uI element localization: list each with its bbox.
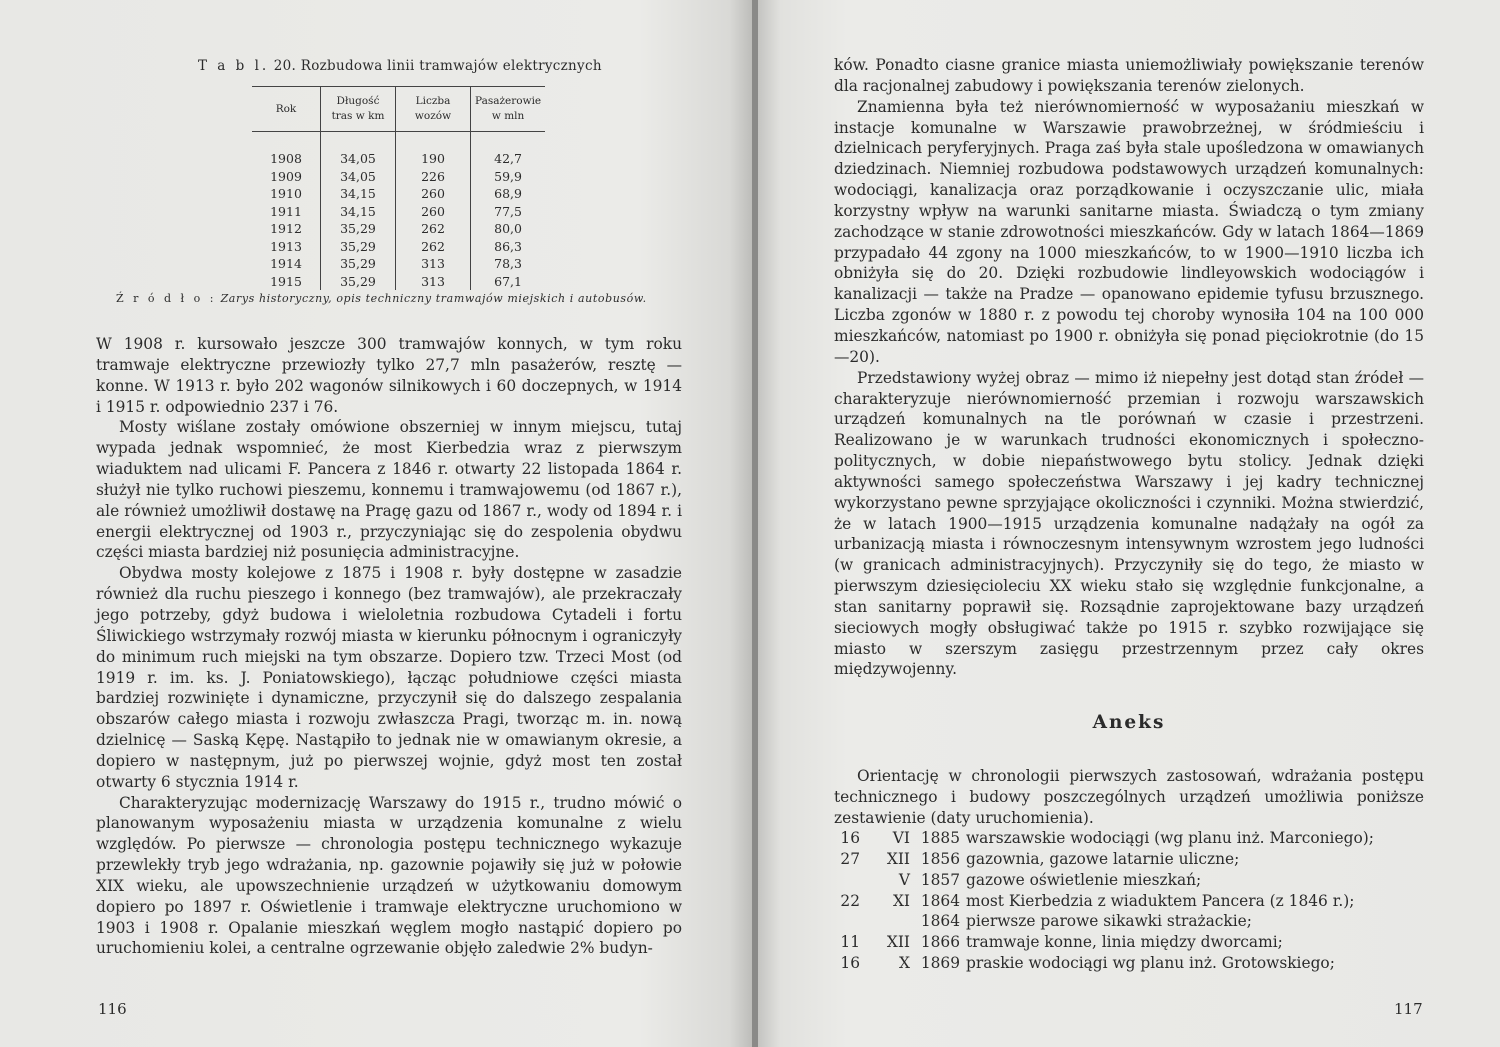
chronology-year: 1864	[920, 891, 960, 910]
chronology-month: X	[899, 954, 910, 973]
paragraph: Obydwa mosty kolejowe z 1875 i 1908 r. były dostępne w zasadzie również dla ruchu pieszego i konnego (bez tramwajów), ale przekraczały jego potrzeby, gdyż budowa i wieloletnia rozbudowa Cytadeli i fortu Śliwickiego wstrzymały rozwój miasta w kierunku północnym i ograniczyły do minimum ruch miejski na tym obszarze. Dopiero tzw. Trzeci Most (od 1919 r. im. ks. J. Poniatowskiego), łącząc południowe części miasta bardziej rozwinięte i dynamiczne, przyczynił się do dalszego zespalania obszarów całego miasta i rozwoju zwłaszcza Pragi, tworząc m. in. nową dzielnicę — Saską Kępę. Nastąpiło to jednak nie w omawianym okresie, a dopiero w następnym, już po pierwszej wojnie, gdyż most ten został otwarty 6 stycznia 1914 r.	[96, 564, 682, 791]
table-row	[252, 185, 545, 203]
chronology-day: 22	[840, 891, 860, 910]
table-row	[252, 132, 545, 168]
aneks-intro-block	[834, 766, 1424, 829]
table-cell: 59,9	[471, 168, 546, 186]
header-rok: Rok	[252, 87, 321, 132]
table-header-row	[252, 87, 545, 132]
chronology-text: most Kierbedzia z wiaduktem Pancera (z 1846 r.);	[966, 891, 1355, 910]
chronology-day: 11	[840, 933, 860, 952]
paragraph: Przedstawiony wyżej obraz — mimo iż niepełny jest dotąd stan źródeł — charakteryzuje nierównomierność przemian i rozwoju warszawskich urządzeń komunalnych na tle porównań w czasie i przestrzeni. Realizowano je w warunkach trudności ekonomicznych i społeczno-politycznych, w dobie niepaństwowego bytu stolicy. Jednak dzięki aktywności samego społeczeństwa Warszawy i jej kadry technicznej wykorzystano pewne sprzyjające okoliczności i czynniki. Można stwierdzić, że w latach 1900—1915 urządzenia komunalne nadążały na ogół za urbanizacją miasta i równoczesnym intensywnym wzrostem jego ludności (w granicach administracyjnych). Przyczyniły się do tego, że miasto w pierwszym dziesięcioleciu XX wieku stało się względnie funkcjonalne, a stan sanitarny poprawił się. Rozsądnie zaprojektowane bazy urządzeń sieciowych mogły obsługiwać także po 1915 r. szybko rozwijające się miasto w szerszym zasięgu przestrzennym przez cały okres międzywojenny.	[834, 368, 1424, 679]
chronology-year: 1856	[920, 849, 960, 868]
table-cell: 78,3	[471, 255, 546, 273]
chronology-text: gazownia, gazowe latarnie uliczne;	[966, 849, 1240, 868]
chronology-month: XII	[886, 849, 910, 868]
chronology-month: V	[898, 870, 910, 889]
chronology-day: 27	[840, 849, 860, 868]
right-body-text	[834, 55, 1424, 680]
table-cell: 77,5	[471, 203, 546, 221]
chronology-month: VI	[892, 829, 910, 847]
table-cell: 1908	[270, 151, 302, 167]
chronology-item	[832, 870, 1374, 891]
chronology-day	[832, 911, 860, 932]
table-cell: 313	[396, 273, 471, 291]
paragraph: Mosty wiślane zostały omówione obszerniej w innym miejscu, tutaj wypada jednak wspomnieć, że most Kierbedzia wraz z pierwszym wiaduktem nad ulicami F. Pancera z 1846 r. otwarty 22 listopada 1864 r. służył nie tylko ruchowi pieszemu, konnemu i tramwajowemu (od 1867 r.), ale również umożliwił dostawę na Pragę gazu od 1867 r., wody od 1894 r. i energii elektrycznej od 1903 r., przyczyniając się do zespolenia obydwu części miasta bardziej niż posunięcia administracyjne.	[96, 418, 682, 562]
table-cell: 1912	[270, 221, 302, 237]
table-cell: 262	[396, 220, 471, 238]
table-cell: 80,0	[471, 220, 546, 238]
table-caption	[198, 58, 602, 74]
table-cell: 67,1	[471, 273, 546, 291]
chronology-year: 1857	[920, 870, 960, 889]
chronology-item	[832, 849, 1374, 870]
table-row	[252, 168, 545, 186]
chronology-item	[832, 911, 1374, 932]
table-row	[252, 203, 545, 221]
chronology-item	[832, 953, 1374, 974]
page-number: 117	[1394, 1000, 1423, 1018]
table-caption-label: T a b l.	[198, 58, 270, 74]
chronology-month	[860, 911, 910, 932]
table-cell: 313	[396, 255, 471, 273]
table-cell: 35,29	[321, 238, 396, 256]
chronology-year: 1864	[920, 912, 960, 931]
left-body-text	[96, 334, 682, 959]
table-row	[252, 238, 545, 256]
chronology-item	[832, 932, 1374, 953]
table-cell: 1915	[270, 273, 302, 289]
table-cell: 190	[396, 132, 471, 168]
chronology-text: warszawskie wodociągi (wg planu inż. Marconiego);	[966, 829, 1374, 847]
table-cell: 35,29	[321, 220, 396, 238]
table-row	[252, 273, 545, 291]
tram-lines-table	[252, 86, 545, 290]
chronology-day: 16	[840, 829, 860, 847]
header-pasazerowie: Pasażerowie w mln	[471, 87, 546, 132]
table-cell: 35,29	[321, 255, 396, 273]
table-cell: 35,29	[321, 273, 396, 291]
table-cell: 260	[396, 185, 471, 203]
chronology-text: pierwsze parowe sikawki strażackie;	[966, 912, 1252, 931]
chronology-day: 16	[840, 954, 860, 973]
table-cell: 1913	[270, 238, 302, 254]
table-cell: 262	[396, 238, 471, 256]
table-cell: 1911	[270, 203, 302, 219]
source-label: Ź r ó d ł o :	[116, 292, 217, 305]
table-cell: 226	[396, 168, 471, 186]
aneks-intro: Orientację w chronologii pierwszych zastosowań, wdrażania postępu technicznego i budowy poszczególnych urządzeń umożliwia poniższe zestawienie (daty uruchomienia).	[834, 767, 1424, 827]
chronology-item	[832, 891, 1374, 912]
paragraph: W 1908 r. kursowało jeszcze 300 tramwajów konnych, w tym roku tramwaje elektryczne przewiozły tylko 27,7 mln pasażerów, resztę — konne. W 1913 r. było 202 wagonów silnikowych i 60 doczepnych, w 1914 i 1915 r. odpowiednio 237 i 76.	[96, 335, 682, 416]
chronology-item	[832, 828, 1374, 849]
chronology-year: 1885	[920, 829, 960, 847]
chronology-year: 1866	[920, 933, 960, 952]
chronology-year: 1869	[920, 954, 960, 973]
table-cell: 260	[396, 203, 471, 221]
table-cell: 34,05	[321, 132, 396, 168]
table-source	[116, 292, 647, 305]
table-cell: 1910	[270, 186, 302, 202]
source-text: Zarys historyczny, opis techniczny tramwajów miejskich i autobusów.	[220, 292, 647, 305]
table-cell: 68,9	[471, 185, 546, 203]
table-cell: 42,7	[471, 132, 546, 168]
chronology-list	[832, 828, 1374, 974]
table-body	[252, 132, 545, 291]
table-cell: 34,15	[321, 185, 396, 203]
table-cell: 86,3	[471, 238, 546, 256]
chronology-month: XII	[886, 933, 910, 952]
aneks-heading: Aneks	[1092, 712, 1166, 733]
chronology-day	[832, 870, 860, 891]
table-row	[252, 255, 545, 273]
table-cell: 1909	[270, 168, 302, 184]
chronology-text: gazowe oświetlenie mieszkań;	[966, 870, 1202, 889]
header-liczba-wozow: Liczba wozów	[396, 87, 471, 132]
chronology-month: XI	[892, 891, 910, 910]
paragraph: ków. Ponadto ciasne granice miasta uniemożliwiały powiększanie terenów dla racjonalnej zabudowy i powiększania terenów zielonych.	[834, 56, 1424, 95]
table-cell: 1914	[270, 256, 302, 272]
paragraph: Znamienna była też nierównomierność w wyposażaniu mieszkań w instacje komunalne w Warszawie prawobrzeżnej, w śródmieściu i dzielnicach peryferyjnych. Praga zaś była stale upośledzona w omawianych dziedzinach. Niemniej rozbudowa podstawowych urządzeń komunalnych: wodociągi, kanalizacja oraz porządkowanie i oczyszczanie ulic, miała korzystny wpływ na warunki sanitarne miasta. Świadczą o tym zmiany zachodzące w stanie zdrowotności mieszkańców. Gdy w latach 1864—1869 przypadało 44 zgony na 1000 mieszkańców, to w 1900—1910 liczba ich obniżyła się do 20. Dzięki rozbudowie lindleyowskich wodociągów i kanalizacji — także na Pradze — opanowano epidemie tyfusu brzusznego. Liczba zgonów w 1880 r. z powodu tej choroby wynosiła 104 na 100 000 mieszkańców, natomiast po 1900 r. obniżyła się ponad pięciokrotnie (do 15—20).	[834, 97, 1424, 366]
chronology-text: praskie wodociągi wg planu inż. Grotowskiego;	[966, 954, 1335, 973]
table-cell: 34,15	[321, 203, 396, 221]
table-caption-number: 20.	[273, 58, 297, 74]
chronology-text: tramwaje konne, linia między dworcami;	[966, 933, 1283, 952]
table-cell: 34,05	[321, 168, 396, 186]
right-page	[758, 0, 1500, 1047]
table-row	[252, 220, 545, 238]
header-dlugosc: Długość tras w km	[321, 87, 396, 132]
paragraph: Charakteryzując modernizację Warszawy do 1915 r., trudno mówić o planowanym wyposażeniu miasta w urządzenia komunalne z wielu względów. Po pierwsze — chronologia postępu technicznego wykazuje przewlekły tryb jego wdrażania, np. gazownie pojawiły się już w połowie XIX wieku, ale upowszechnienie urządzeń w użytkowaniu domowym dopiero po 1897 r. Oświetlenie i tramwaje elektryczne uruchomiono w 1903 i 1908 r. Opalanie mieszkań węglem mogło nastąpić dopiero po uruchomieniu kolei, a centralne ogrzewanie objęło zaledwie 2% budyn-	[96, 793, 682, 958]
table-caption-title: Rozbudowa linii tramwajów elektrycznych	[300, 58, 602, 74]
page-number: 116	[98, 1000, 127, 1018]
